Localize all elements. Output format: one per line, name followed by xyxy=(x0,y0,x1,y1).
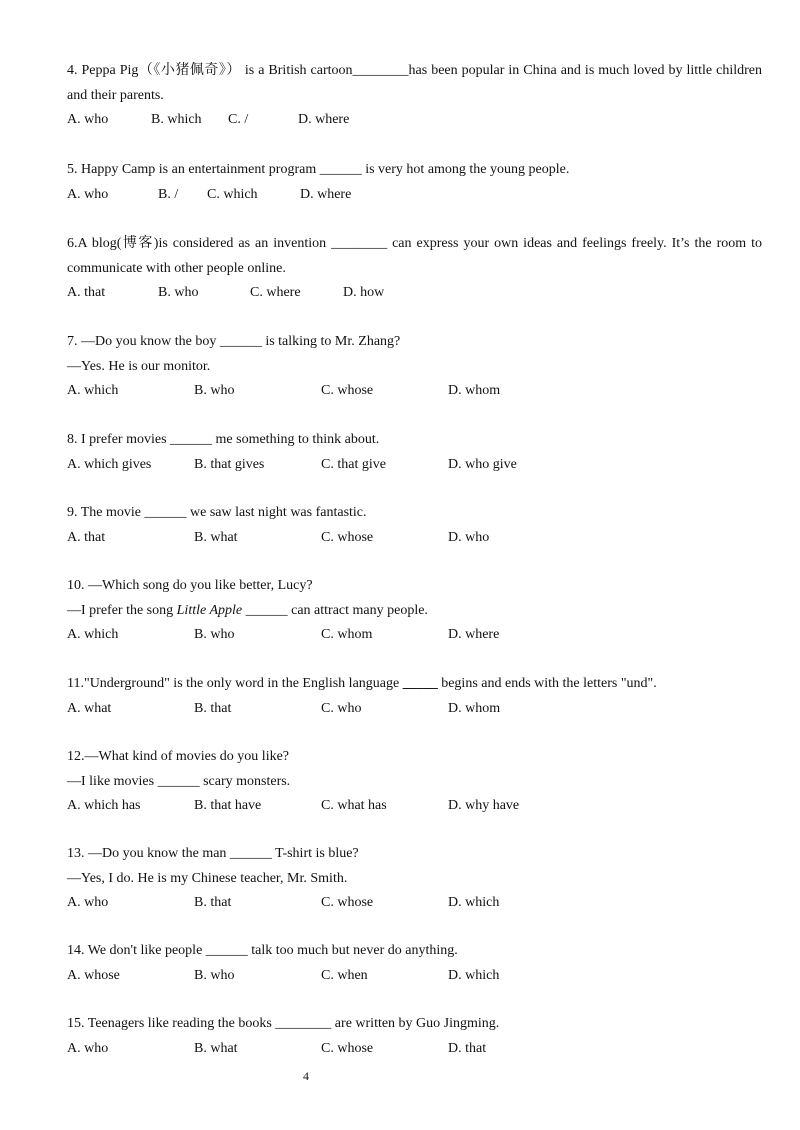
option-c: C. whose xyxy=(321,383,374,398)
question-14 xyxy=(67,939,762,988)
answer-options xyxy=(67,623,762,648)
option-b: B. that have xyxy=(194,798,262,813)
option-a: A. who xyxy=(67,186,109,202)
answer-options xyxy=(67,891,762,916)
option-b: B. which xyxy=(151,112,202,127)
option-d: D. whom xyxy=(448,383,501,398)
song-title: Little Apple xyxy=(176,602,243,618)
question-4 xyxy=(67,59,762,133)
question-text: —I like movies ______ scary monsters. xyxy=(67,773,291,789)
question-text: communicate with other people online. xyxy=(67,260,286,276)
question-text: 5. Happy Camp is an entertainment program ______ is very hot among the young people. xyxy=(67,162,570,177)
option-b: B. what xyxy=(194,529,238,545)
option-a: A. who xyxy=(67,112,109,127)
option-d: D. how xyxy=(343,285,385,300)
answer-options xyxy=(67,526,762,551)
question-13 xyxy=(67,842,762,916)
question-7 xyxy=(67,330,762,404)
question-text: 12.—What kind of movies do you like? xyxy=(67,749,290,764)
option-b: B. that gives xyxy=(194,456,265,472)
option-c: C. what has xyxy=(321,798,387,813)
option-c: C. who xyxy=(321,700,362,716)
option-b: B. that xyxy=(194,700,232,716)
question-9 xyxy=(67,501,762,550)
option-b: B. who xyxy=(194,383,235,398)
option-d: D. where xyxy=(300,186,352,202)
question-text xyxy=(67,672,762,697)
question-text: 14. We don't like people ______ talk too much but never do anything. xyxy=(67,943,458,958)
option-d: D. where xyxy=(298,112,350,127)
option-b: B. that xyxy=(194,895,232,910)
question-text-part: begins and ends with the letters "und". xyxy=(437,676,657,691)
question-6 xyxy=(67,232,762,306)
option-d: D. which xyxy=(448,967,500,983)
answer-options xyxy=(67,1037,762,1062)
question-text: 4. Peppa Pig（《小猪佩奇》） is a British cartoon________has been popular in China and is much loved by little children xyxy=(67,63,762,78)
option-a: A. what xyxy=(67,700,112,716)
answer-options xyxy=(67,281,762,306)
option-c: C. that give xyxy=(321,456,386,472)
option-b: B. who xyxy=(158,285,199,300)
option-d: D. that xyxy=(448,1040,487,1056)
question-text: 6.A blog(博客)is considered as an invention ________ can express your own ideas and feelings freely. It’s the room to xyxy=(67,236,762,251)
question-text xyxy=(67,599,762,624)
question-text-part: —I prefer the song xyxy=(67,602,177,618)
option-c: C. which xyxy=(207,186,258,202)
option-d: D. who give xyxy=(448,456,517,472)
option-a: A. who xyxy=(67,1040,109,1056)
option-a: A. whose xyxy=(67,967,120,983)
question-text: 7. —Do you know the boy ______ is talking to Mr. Zhang? xyxy=(67,334,401,349)
answer-options xyxy=(67,697,762,722)
option-b: B. who xyxy=(194,627,235,642)
option-a: A. which xyxy=(67,627,119,642)
question-text: 10. —Which song do you like better, Lucy? xyxy=(67,578,313,593)
question-text-part: ______ can attract many people. xyxy=(242,602,428,618)
option-a: A. that xyxy=(67,285,106,300)
option-b: B. what xyxy=(194,1040,238,1056)
question-10 xyxy=(67,574,762,648)
option-c: C. / xyxy=(228,112,249,127)
option-d: D. why have xyxy=(448,798,520,813)
answer-blank: _____ xyxy=(402,676,438,691)
question-text: —Yes. He is our monitor. xyxy=(67,358,211,374)
answer-options xyxy=(67,964,762,989)
option-c: C. where xyxy=(250,285,301,300)
option-c: C. when xyxy=(321,967,368,983)
answer-options xyxy=(67,794,762,819)
question-text: 9. The movie ______ we saw last night was fantastic. xyxy=(67,505,367,520)
option-c: C. whose xyxy=(321,895,374,910)
question-text: 13. —Do you know the man ______ T-shirt is blue? xyxy=(67,846,359,861)
option-a: A. which has xyxy=(67,798,141,813)
option-c: C. whose xyxy=(321,1040,374,1056)
option-d: D. where xyxy=(448,627,500,642)
question-text: and their parents. xyxy=(67,87,164,103)
option-a: A. who xyxy=(67,895,109,910)
question-text-part: 11."Underground" is the only word in the English language xyxy=(67,676,403,691)
option-d: D. who xyxy=(448,529,490,545)
question-8 xyxy=(67,428,762,477)
option-a: A. which gives xyxy=(67,456,152,472)
option-c: C. whom xyxy=(321,627,373,642)
question-11 xyxy=(67,672,762,721)
question-text: 15. Teenagers like reading the books ________ are written by Guo Jingming. xyxy=(67,1016,500,1031)
question-15 xyxy=(67,1012,762,1061)
answer-options xyxy=(67,183,762,208)
answer-options xyxy=(67,379,762,404)
option-a: A. that xyxy=(67,529,106,545)
question-12 xyxy=(67,745,762,819)
answer-options xyxy=(67,108,762,133)
option-b: B. who xyxy=(194,967,235,983)
question-text: —Yes, I do. He is my Chinese teacher, Mr. Smith. xyxy=(67,870,348,886)
option-b: B. / xyxy=(158,186,179,202)
page-number: 4 xyxy=(303,1069,309,1083)
option-d: D. which xyxy=(448,895,500,910)
option-c: C. whose xyxy=(321,529,374,545)
question-text: 8. I prefer movies ______ me something to think about. xyxy=(67,432,380,447)
answer-options xyxy=(67,453,762,478)
option-d: D. whom xyxy=(448,700,501,716)
question-5 xyxy=(67,158,762,207)
option-a: A. which xyxy=(67,383,119,398)
